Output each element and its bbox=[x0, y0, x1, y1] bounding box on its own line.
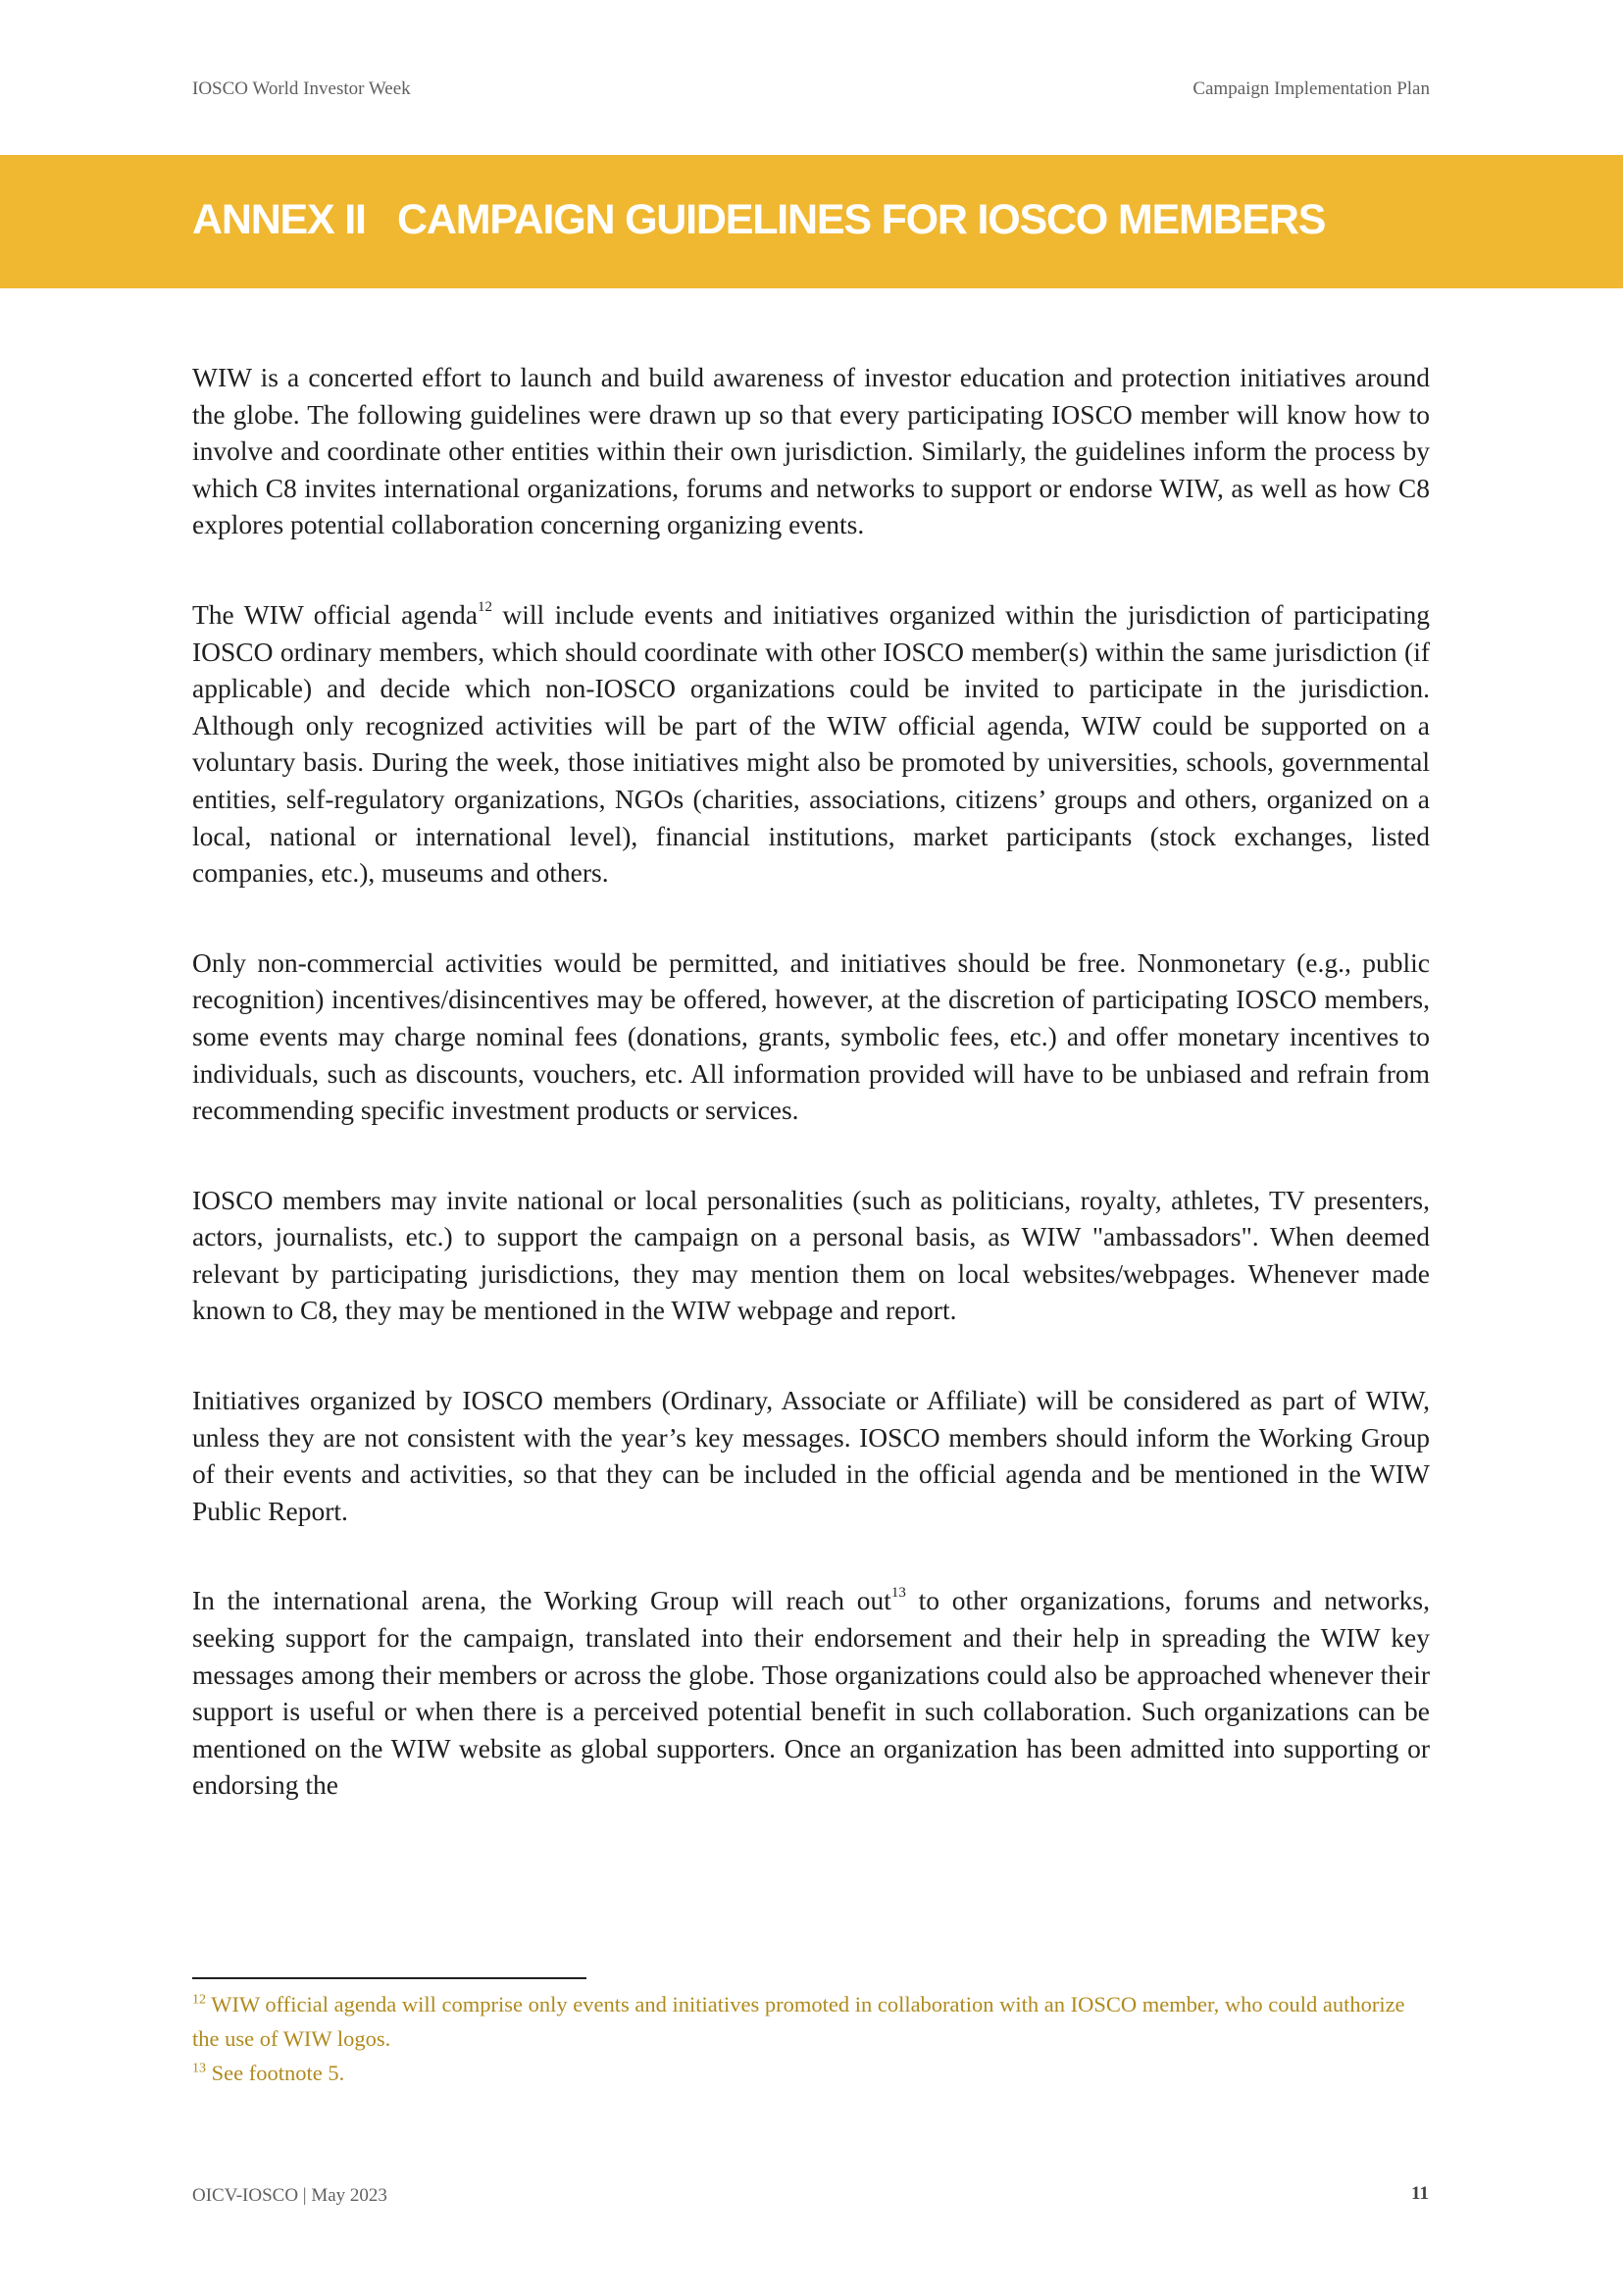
footnote-separator bbox=[192, 1977, 586, 1979]
running-header-right: Campaign Implementation Plan bbox=[1192, 78, 1430, 99]
page-number: 11 bbox=[1411, 2183, 1429, 2204]
footnotes bbox=[192, 1987, 1430, 2090]
paragraph-6-start: In the international arena, the Working Group will reach out bbox=[192, 1585, 891, 1616]
body-text bbox=[192, 359, 1430, 1857]
paragraph-2-start: The WIW official agenda bbox=[192, 598, 478, 630]
footnote-12-text: WIW official agenda will comprise only events and initiatives promoted in collaboration with an IOSCO member, who could authorize the use of WIW logos. bbox=[192, 1992, 1405, 2051]
paragraph-4: IOSCO members may invite national or local personalities (such as politicians, royalty, athletes, TV presenters, actors, journalists, etc.) to support the campaign on a personal basis, as WIW "ambassadors". When deemed relevant by participating jurisdictions, they may mention them on local websites/webpages. Whenever made known to C8, they may be mentioned in the WIW webpage and report. bbox=[192, 1184, 1430, 1326]
annex-banner bbox=[0, 155, 1623, 288]
paragraph-5: Initiatives organized by IOSCO members (Ordinary, Associate or Affiliate) will be considered as part of WIW, unless they are not consistent with the year’s key messages. IOSCO members should inform the Working Group of their events and activities, so that they can be included in the official agenda and be mentioned in the WIW Public Report. bbox=[192, 1385, 1430, 1526]
paragraph-3: Only non-commercial activities would be permitted, and initiatives should be free. Nonmonetary (e.g., public recognition) incentives/disincentives may be offered, however, at the discretion of participating IOSCO members, some events may charge nominal fees (donations, grants, symbolic fees, etc.) and offer monetary incentives to individuals, such as discounts, vouchers, etc. All information provided will have to be unbiased and refrain from recommending specific investment products or services. bbox=[192, 946, 1430, 1126]
footer-org-date: OICV-IOSCO | May 2023 bbox=[192, 2185, 387, 2206]
footnote-ref-12: 12 bbox=[477, 598, 492, 615]
footnote-13-number: 13 bbox=[192, 2061, 206, 2076]
footnote-12 bbox=[192, 1987, 1430, 2056]
paragraph-2 bbox=[192, 596, 1430, 892]
paragraph-2-rest: will include events and initiatives organized within the jurisdiction of participating IOSCO ordinary members, which should coordinate with other IOSCO member(s) within the same jurisdiction (if applicable) and decide which non-IOSCO organizations could be invited to participate in the jurisdiction. Although only recognized activities will be part of the WIW official agenda, WIW could be supported on a voluntary basis. During the week, those initiatives might also be promoted by universities, schools, governmental entities, self-regulatory organizations, NGOs (charities, associations, citizens’ groups and others, organized on a local, national or international level), financial institutions, market participants (stock exchanges, listed companies, etc.), museums and others. bbox=[192, 598, 1430, 889]
footnote-ref-13: 13 bbox=[890, 1585, 906, 1602]
footnote-13-text: See footnote 5. bbox=[206, 2061, 345, 2085]
footnote-12-number: 12 bbox=[192, 1992, 206, 2008]
paragraph-1: WIW is a concerted effort to launch and build awareness of investor education and protection initiatives around the globe. The following guidelines were drawn up so that every participating IOSCO member will know how to involve and coordinate other entities within their own jurisdiction. Similarly, the guidelines inform the process by which C8 invites international organizations, forums and networks to support or endorse WIW, as well as how C8 explores potential collaboration concerning organizing events. bbox=[192, 362, 1430, 540]
running-header-left: IOSCO World Investor Week bbox=[192, 78, 411, 99]
annex-title: ANNEX II CAMPAIGN GUIDELINES FOR IOSCO MEMBERS bbox=[192, 196, 1326, 243]
paragraph-6-rest: to other organizations, forums and networks, seeking support for the campaign, translated into their endorsement and their help in spreading the WIW key messages among their members or across the globe. Those organizations could also be approached whenever their support is useful or when there is a perceived potential benefit in such collaboration. Such organizations can be mentioned on the WIW website as global supporters. Once an organization has been admitted into supporting or endorsing the bbox=[192, 1585, 1430, 1801]
footnote-13 bbox=[192, 2056, 1430, 2090]
paragraph-6 bbox=[192, 1582, 1430, 1804]
